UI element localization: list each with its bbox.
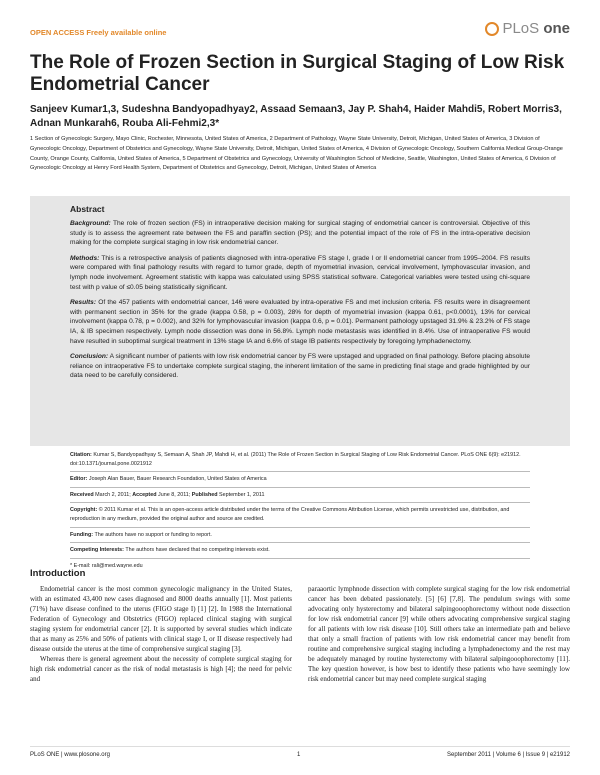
article-metadata (70, 448, 530, 573)
freely-available-label: Freely available online (86, 28, 167, 37)
corresponding-email: * E-mail: rali@med.wayne.edu (70, 562, 143, 569)
background-label: Background: (70, 220, 111, 227)
dates (70, 488, 530, 504)
citation-label: Citation: (70, 452, 92, 458)
conclusion-label: Conclusion: (70, 353, 109, 361)
editor-text: Joseph Alan Bauer, Bauer Research Foundation, United States of America (87, 476, 267, 483)
background-text: The role of frozen section (FS) in intraoperative decision making for surgical staging of endometrial cancer is controversial. Objective of this study is to assess the agreement rate between the FS and paraffin section (PS); and the potential impact of the role of FS in the intra-operative decision making for the complete surgical staging in low risk endometrial cancer. (70, 220, 530, 247)
left-column (30, 584, 292, 684)
editor (70, 472, 530, 488)
footer-divider (30, 746, 570, 747)
copyright (70, 503, 530, 527)
abstract-conclusion (70, 352, 530, 381)
intro-paragraph-2: Whereas there is general agreement about the necessity of complete surgical staging for high risk endometrial cancer as the risk of nodal metastasis is high [4]; the need for pelvic and (30, 655, 292, 684)
published-date: September 1, 2011 (217, 491, 265, 498)
footer-journal: PLoS ONE | www.plosone.org (30, 752, 110, 758)
logo-ring-icon (485, 22, 499, 36)
copyright-label: Copyright: (70, 507, 98, 514)
results-text: Of the 457 patients with endometrial cancer, 146 were evaluated by intra-operative FS and met inclusion criteria. FS results were in disagreement with permanent section in 35% for the grade (kappa 0.58, p = 0.003), 28% for depth of myometrial invasion (kappa 0.61, p<0.0001), 13% for cervical involvement (kappa 0.78, p = 0.002), and 32% for lymphovascular invasion (kappa 0.6, p = 0.01). Permanent pathology upstaged 31.9% & 23.2% of FS stage IA, & IB specimen respectively. Lymph node dissection was done in 56.8%. Lymph node metastasis was identified in 8.4%. Use of intraoperative FS would have resulted in suboptimal surgical treatment in 13% stage IA and 6.6% of stage IB patients respectively by foregoing lymphadenectomy. (70, 299, 530, 345)
introduction-heading: Introduction (30, 568, 86, 579)
conclusion-text: A significant number of patients with low risk endometrial cancer by FS were upstaged and upgraded on final pathology. Before placing absolute reliance on intraoperative FS to undertake complete surgical staging, the inherent limitation of the same in predicting final stage and grade highlighted by our data need to be carefully considered. (70, 353, 530, 380)
results-label: Results: (70, 299, 97, 307)
footer-issue: September 2011 | Volume 6 | Issue 9 | e21912 (447, 752, 570, 758)
footer-page-number: 1 (297, 752, 301, 758)
published-label: Published (191, 491, 218, 498)
editor-label: Editor: (70, 476, 88, 483)
abstract-methods (70, 254, 530, 292)
accepted-label: Accepted (132, 491, 157, 498)
open-access-label: OPEN ACCESS (30, 28, 85, 37)
received-date: March 2, 2011; (93, 491, 133, 498)
funding (70, 528, 530, 544)
abstract-heading: Abstract (70, 204, 105, 214)
logo-one-text: one (543, 20, 570, 37)
abstract-background (70, 219, 530, 248)
competing-text: The authors have declared that no competing interests exist. (123, 547, 270, 554)
citation-text: Kumar S, Bandyopadhyay S, Semaan A, Shah JP, Mahdi H, et al. (2011) The Role of Frozen Section in Surgical Staging of Low Risk Endometrial Cancer. PLoS ONE 6(9): e21912. doi:10.1371/journal.pone.0021912 (70, 452, 521, 467)
copyright-text: © 2011 Kumar et al. This is an open-access article distributed under the terms of the Creative Commons Attribution License, which permits unrestricted use, distribution, and reproduction in any medium, provided the original author and source are credited. (70, 507, 510, 522)
methods-label: Methods: (70, 254, 100, 262)
affiliations: 1 Section of Gynecologic Surgery, Mayo Clinic, Rochester, Minnesota, United States of America, 2 Department of Pathology, Wayne State University, Detroit, Michigan, United States of America, 3 Division of Gynecologic Oncology, Department of Obstetrics and Gynecology, Wayne State University, Detroit, Michigan, United States of America, 4 Division of Gynecologic Oncology, Southern California Medical Group-Orange County, Orange County, California, United States of America, 5 Department of Obstetrics and Gynecology, University of Washington School of Medicine, Seattle, Washington, United States of America, 6 Division of Gynecologic Oncology at Henry Ford Health System, Department of Obstetrics and Gynecology, Detroit, Michigan, United States of America (30, 136, 563, 172)
competing-interests (70, 543, 530, 559)
received-label: Received (70, 491, 94, 498)
intro-paragraph-1: Endometrial cancer is the most common gynecologic malignancy in the United States, with an estimated 43,400 new cases diagnosed and 8000 deaths annually [1]. Most patients (71%) have disease confined to the uterus (FIGO stage I) [1] [2]. In 1988 the International Federation of Gynecology and Obstetrics (FIGO) replaced clinical staging with surgical staging system for endometrial cancer [2]. It is supported by several studies which indicate that as many as 25% and 50% of patients with clinical stage I, or II disease respectively had disease outside the uterus at the time of comprehensive surgical staging [3]. (30, 585, 292, 654)
right-column (308, 584, 570, 684)
abstract-results (70, 298, 530, 346)
funding-label: Funding: (70, 531, 94, 538)
methods-text: This is a retrospective analysis of patients diagnosed with intra-operative FS stage I, grade I or II endometrial cancer from 1995–2004. FS results were compared with final pathology results with regard to tumor grade, depth of myometrial invasion, cervical involvement, lymphovascular invasion, and lymph node involvement. Agreement statistic with kappa was calculated using SPSS statistical software. Categorical variables were tested using chi-square test with p value of ≤0.05 being statistically significant. (70, 254, 530, 291)
competing-label: Competing Interests: (70, 547, 124, 554)
logo-plos-text: PLoS (502, 20, 540, 37)
funding-text: The authors have no support or funding to report. (93, 531, 212, 538)
citation (70, 448, 530, 472)
article-title: The Role of Frozen Section in Surgical Staging of Low Risk Endometrial Cancer (30, 52, 565, 95)
abstract-box (30, 196, 570, 446)
open-access-banner (30, 28, 166, 37)
accepted-date: June 8, 2011; (156, 491, 192, 498)
plos-one-logo (485, 20, 570, 37)
author-list: Sanjeev Kumar1,3, Sudeshna Bandyopadhyay2, Assaad Semaan3, Jay P. Shah4, Haider Mahdi5, Robert Morris3, Adnan Munkarah6, Rouba Ali-Fehmi2,3* (30, 104, 562, 129)
intro-paragraph-3: paraaortic lymphnode dissection with complete surgical staging for the low risk endometrial cancer has been debated passionately. [5] [6] [7,8]. The pendulum swings with some advocating only hysterectomy and bilateral salpingooophorectomy without node dissection for low risk endometrial cancer [9] while others advocating comprehensive surgical staging for all patients with low risk disease [10]. Still others take an intermediate path and believe that only a small fraction of patients with low risk endometrial cancer may benefit from routine and comprehensive surgical staging including a lymphadenectomy and the rest may be adequately managed by routine hysterectomy with bilateral salpingooophorectomy [11]. The key question however, is how best to identify these patients who have seemingly low risk endometrial cancer but may need complete surgical staging (308, 585, 570, 684)
